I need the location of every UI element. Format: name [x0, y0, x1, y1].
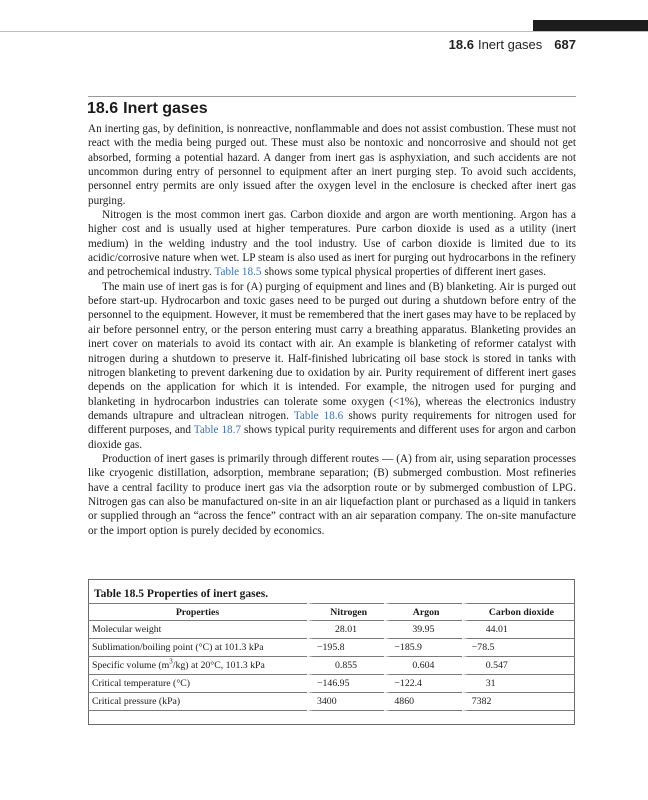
paragraph-text: shows purity requirements for nitrogen used for different purposes, and	[88, 409, 577, 437]
co2-cell: 7382	[462, 693, 575, 711]
table-header-row	[88, 603, 575, 621]
column-header-properties: Properties	[88, 603, 307, 621]
nitrogen-cell: 0.855	[307, 657, 384, 675]
table-row	[88, 639, 575, 657]
paragraph-text: An inerting gas, by definition, is nonreactive, nonflammable and does not assist combustion. These must not react with the media being purged out. These must also be nontoxic and noncorrosive and should not get absorbed, forming a potential hazard. A danger from inert gas is asphyxiation, and such accidents are not uncommon during entry of personnel to equipment after an inert purging step. To avoid such accidents, personnel entry permits are only issued after the oxygen level in the enclosure is checked after inert gas purging.	[88, 123, 576, 207]
argon-cell: −122.4	[384, 675, 461, 693]
argon-cell: 4860	[384, 693, 461, 711]
nitrogen-cell: −195.8	[307, 639, 384, 657]
section-number: 18.6	[87, 100, 119, 117]
property-text: Specific volume (m	[92, 660, 170, 671]
property-cell: Critical pressure (kPa)	[88, 693, 307, 711]
table-reference-link[interactable]: Table 18.6	[293, 409, 344, 422]
co2-cell: −78.5	[462, 639, 575, 657]
body-paragraph	[88, 122, 576, 208]
co2-cell: 44.01	[462, 621, 575, 639]
co2-cell: 0.547	[462, 657, 575, 675]
table-row	[88, 693, 575, 711]
section-rule	[88, 96, 576, 97]
property-cell: Molecular weight	[88, 621, 307, 639]
column-header-nitrogen: Nitrogen	[307, 603, 384, 621]
properties-table	[88, 603, 575, 711]
nitrogen-cell: 28.01	[307, 621, 384, 639]
co2-cell: 31	[462, 675, 575, 693]
section-heading	[87, 100, 208, 118]
property-text: /kg) at 20°C, 101.3 kPa	[172, 660, 265, 671]
argon-cell: −185.9	[384, 639, 461, 657]
nitrogen-cell: 3400	[307, 693, 384, 711]
nitrogen-cell: −146.95	[307, 675, 384, 693]
table-row	[88, 657, 575, 675]
argon-cell: 39.95	[384, 621, 461, 639]
paragraph-text: shows some typical physical properties of different inert gases.	[261, 266, 546, 279]
column-header-carbon-dioxide: Carbon dioxide	[462, 603, 575, 621]
table-row	[88, 621, 575, 639]
paragraph-text: Production of inert gases is primarily through different routes — (A) from air, using separation processes like cryogenic distillation, adsorption, membrane separation; (B) submerged combustion. Most refineries have a central facility to produce inert gas via the adsorption route or by submerged combustion of LPG. Nitrogen gas can also be manufactured on-site in an air liquefaction plant or purchased as a liquid in tankers or supplied through an “across the fence” contract with an air separation company. The on-site manufacture or the import option is purely decided by economics.	[88, 452, 576, 537]
table-row	[88, 675, 575, 693]
property-cell: Critical temperature (°C)	[88, 675, 307, 693]
table-caption: Table 18.5 Properties of inert gases.	[94, 588, 269, 600]
header-rule	[0, 31, 648, 32]
paragraph-text: Nitrogen is the most common inert gas. Carbon dioxide and argon are worth mentioning. Argon has a higher cost and is usually used at higher temperatures. Pure carbon dioxide is used as a utility (inert medium) in the welding industry and the tool industry. Use of carbon dioxide is limited due to its acidic/corrosive nature when wet. LP steam is also used as inert for purging out hydrocarbons in the refinery and petrochemical industry.	[88, 209, 576, 279]
page-number: 687	[554, 37, 576, 52]
body-paragraph	[88, 208, 576, 280]
argon-cell: 0.604	[384, 657, 461, 675]
column-header-argon: Argon	[384, 603, 461, 621]
header-accent-bar	[533, 20, 648, 31]
table-reference-link[interactable]: Table 18.5	[214, 266, 262, 279]
running-head-section: 18.6	[448, 37, 474, 52]
property-cell	[88, 657, 307, 675]
paragraph-text: shows typical purity requirements and different uses for argon and carbon dioxide gas.	[88, 424, 576, 451]
property-cell: Sublimation/boiling point (°C) at 101.3 kPa	[88, 639, 307, 657]
table-reference-link[interactable]: Table 18.7	[193, 424, 242, 437]
running-head-title: Inert gases	[477, 37, 543, 52]
body-paragraph	[88, 452, 576, 538]
superscript: 3	[169, 657, 173, 666]
paragraph-text: The main use of inert gas is for (A) purging of equipment and lines and (B) blanketing. Air is purged out before start-up. Hydrocarbon and toxic gases need to be purged out during a shutdown before entry of the personnel to the equipment. However, it must be remembered that the inert gases may have to be replaced by air before personnel entry, or the person entering must carry a breathing apparatus. Blanketing provides an inert cover on materials to avoid its contact with air. An example is blanketing of reformer catalyst with nitrogen during a shutdown to preserve it. Half-finished lubricating oil base stock is stored in tanks with nitrogen blanketing to prevent darkening due to oxidation by air. Purity requirement of different inert gases depends on the application for which it is intended. For example, the nitrogen used for purging and blanketing in hydrocarbon industries can tolerate some oxygen (<1%), whereas the electronics industry demands ultrapure and ultraclean nitrogen.	[88, 280, 576, 422]
body-paragraph	[88, 280, 576, 452]
body-text	[88, 122, 576, 538]
section-title: Inert gases	[123, 100, 208, 117]
running-head	[449, 37, 576, 52]
